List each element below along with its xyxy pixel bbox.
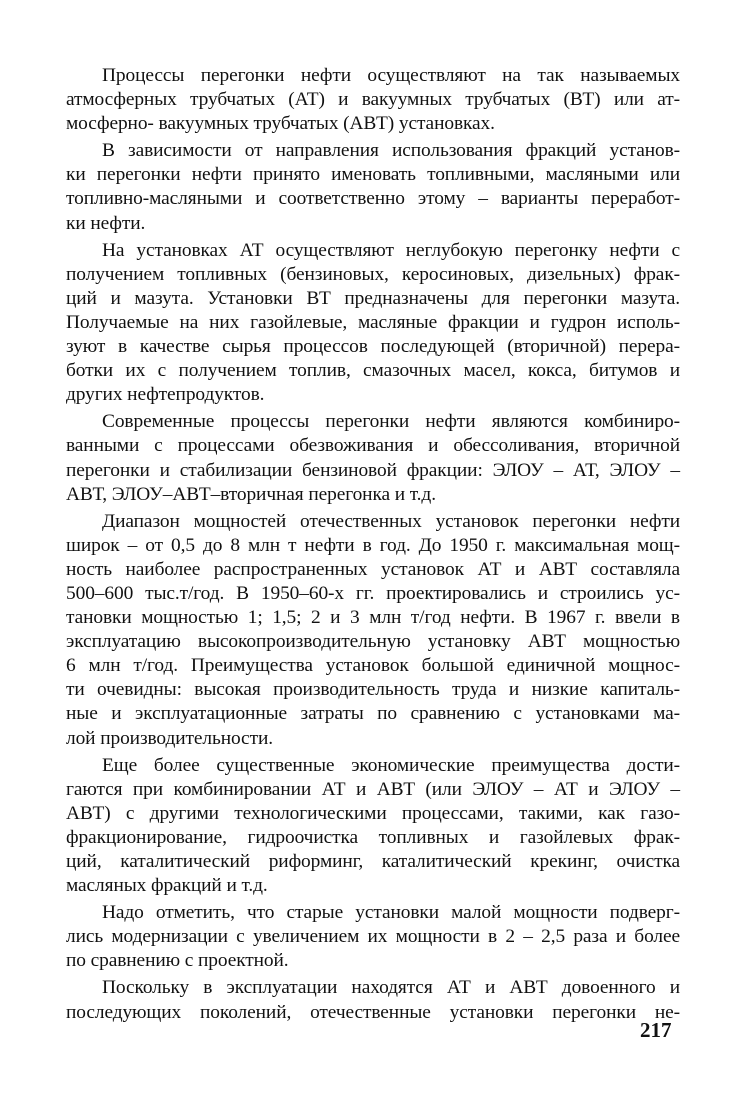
text-line: АВТ, ЭЛОУ–АВТ–вторичная перегонка и т.д. — [66, 483, 436, 505]
text-line: 500–600 тыс.т/год. В 1950–60-х гг. проектировались и строились ус- — [66, 582, 680, 604]
text-line: мосферно- вакуумных трубчатых (АВТ) установках. — [66, 113, 495, 135]
text-line: по сравнению с проектной. — [66, 950, 289, 972]
paragraph — [66, 976, 680, 1024]
text-line: Процессы перегонки нефти осуществляют на так называемых — [102, 65, 680, 86]
text-line: ки нефти. — [66, 212, 146, 234]
paragraph — [66, 754, 680, 899]
body-text — [66, 64, 680, 1028]
text-line: ций и мазута. Установки ВТ предназначены для перегонки мазута. — [66, 287, 680, 309]
text-line: эксплуатацию высокопроизводительную установку АВТ мощностью — [66, 631, 680, 653]
text-line: ные и эксплуатационные затраты по сравнению с установками ма- — [66, 703, 680, 725]
text-line: Получаемые на них газойлевые, масляные фракции и гудрон исполь- — [66, 311, 680, 333]
page-number: 217 — [640, 1018, 672, 1042]
text-line: ботки их с получением топлив, смазочных масел, кокса, битумов и — [66, 360, 680, 382]
text-line: атмосферных трубчатых (АТ) и вакуумных трубчатых (ВТ) или ат- — [66, 89, 680, 111]
text-line: ций, каталитический риформинг, каталитический крекинг, очистка — [66, 851, 680, 872]
text-line: перегонки и стабилизации бензиновой фракции: ЭЛОУ – АТ, ЭЛОУ – — [66, 459, 680, 481]
paragraph — [66, 410, 680, 506]
text-line: 6 млн т/год. Преимущества установок большой единичной мощнос- — [66, 655, 680, 677]
text-line: лись модернизации с увеличением их мощности в 2 – 2,5 раза и более — [66, 926, 680, 948]
text-line: ность наиболее распространенных установок АТ и АВТ составляла — [66, 558, 680, 580]
text-line: В зависимости от направления использования фракций установ- — [102, 140, 680, 162]
text-line: широк – от 0,5 до 8 млн т нефти в год. До 1950 г. максимальная мощ- — [66, 534, 680, 556]
text-line: ванными с процессами обезвоживания и обессоливания, вторичной — [66, 435, 680, 457]
text-line: АВТ) с другими технологическими процессами, такими, как газо- — [66, 802, 680, 824]
text-line: фракционирование, гидроочистка топливных и газойлевых фрак- — [66, 826, 680, 848]
text-line: последующих поколений, отечественные установки перегонки не- — [66, 1001, 680, 1023]
text-line: Поскольку в эксплуатации находятся АТ и АВТ довоенного и — [102, 977, 680, 999]
paragraph — [66, 510, 680, 751]
text-line: других нефтепродуктов. — [66, 384, 265, 406]
text-line: тановки мощностью 1; 1,5; 2 и 3 млн т/год нефти. В 1967 г. ввели в — [66, 607, 680, 629]
text-line: получением топливных (бензиновых, керосиновых, дизельных) фрак- — [66, 263, 680, 285]
text-line: топливно-масляными и соответственно этому – варианты переработ- — [66, 188, 680, 210]
paragraph — [66, 901, 680, 973]
text-line: На установках АТ осуществляют неглубокую перегонку нефти с — [102, 239, 680, 261]
text-line: гаются при комбинировании АТ и АВТ (или ЭЛОУ – АТ и ЭЛОУ – — [66, 778, 680, 800]
text-line: ти очевидны: высокая производительность труда и низкие капиталь- — [66, 679, 680, 701]
text-line: Диапазон мощностей отечественных установок перегонки нефти — [102, 510, 680, 532]
text-line: зуют в качестве сырья процессов последующей (вторичной) перера- — [66, 336, 680, 358]
paragraph — [66, 139, 680, 235]
text-line: Современные процессы перегонки нефти являются комбиниро- — [102, 411, 680, 433]
text-line: лой производительности. — [66, 727, 273, 749]
text-line: ки перегонки нефти принято именовать топливными, масляными или — [66, 164, 680, 186]
text-line: Надо отметить, что старые установки малой мощности подверг- — [102, 902, 680, 924]
paragraph — [66, 239, 680, 408]
paragraph — [66, 64, 680, 136]
text-line: Еще более существенные экономические преимущества дости- — [102, 754, 680, 776]
text-line: масляных фракций и т.д. — [66, 875, 268, 897]
